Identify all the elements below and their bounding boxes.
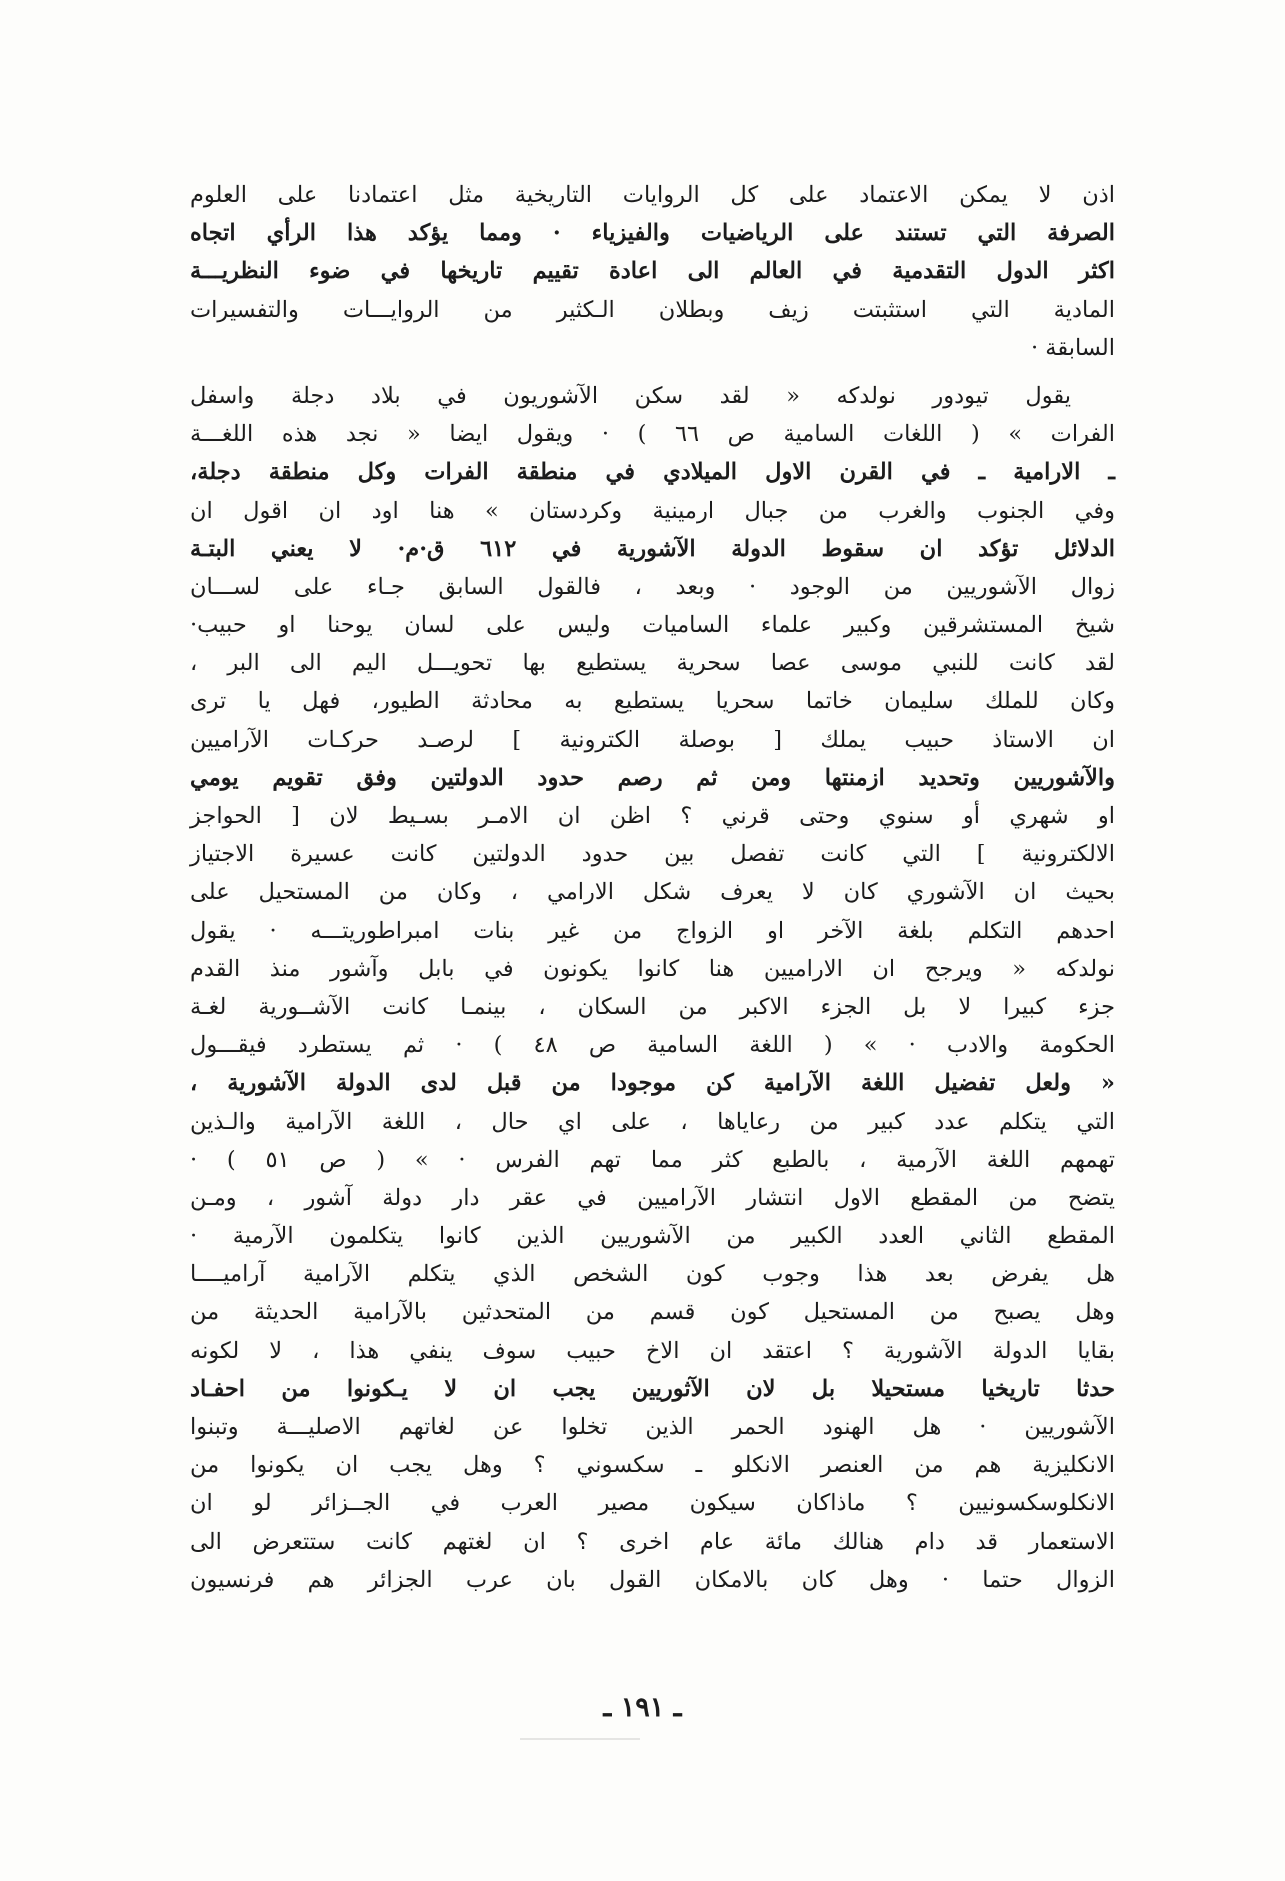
text-line: الالكترونية ] التي كانت تفصل بين حدود الدولتين كانت عسيرة الاجتياز <box>190 841 1115 868</box>
text-line: الانكلوسكسونيين ؟ ماذاكان سيكون مصير العرب في الجــزائر لو ان <box>190 1490 1115 1517</box>
text-line: ـ الارامية ـ في القرن الاول الميلادي في منطقة الفرات وكل منطقة دجلة، <box>190 459 1115 486</box>
text-line: المقطع الثاني العدد الكبير من الآشوريين الذين كانوا يتكلمون الآرمية · <box>190 1223 1115 1250</box>
text-line: « ولعل تفضيل اللغة الآرامية كن موجودا من قبل لدى الدولة الآشورية ، <box>190 1070 1115 1097</box>
text-line: بقايا الدولة الآشورية ؟ اعتقد ان الاخ حبيب سوف ينفي هذا ، لا لكونه <box>190 1337 1115 1364</box>
text-line: الاستعمار قد دام هنالك مائة عام اخرى ؟ ان لغتهم كانت ستتعرض الى <box>190 1528 1115 1555</box>
text-line: تهمهم اللغة الآرمية ، بالطبع كثر مما تهم الفرس · » ( ص ٥١ ) · <box>190 1146 1115 1173</box>
text-line: احدهم التكلم بلغة الآخر او الزواج من غير بنات امبراطوريتـــه · يقول <box>190 917 1115 944</box>
text-line: المادية التي استثبتت زيف وبطلان الـكثير من الروايـــات والتفسيرات <box>190 296 1115 323</box>
text-line: شيخ المستشرقين وكبير علماء الساميات وليس على لسان يوحنا او حبيب· <box>190 612 1115 639</box>
text-line: او شهري أو سنوي وحتى قرني ؟ اظن ان الامـر بسـيط لان [ الحواجز <box>190 803 1115 829</box>
paragraph-start-line: يقول تيودور نولدكه « لقد سكن الآشوريون في بلاد دجلة واسفل <box>190 382 1071 409</box>
text-line: الزوال حتما · وهل كان بالامكان القول بان عرب الجزائر هم فرنسيون <box>190 1566 1115 1593</box>
text-line: الصرفة التي تستند على الرياضيات والفيزياء · ومما يؤكد هذا الرأي اتجاه <box>190 220 1115 247</box>
text-line: حدثا تاريخيا مستحيلا بل لان الآثوريين يجب ان لا يـكونوا من احفـاد <box>190 1375 1115 1402</box>
body-text <box>190 176 1115 1676</box>
text-line: ان الاستاذ حبيب يملك [ بوصلة الكترونية ] لرصـد حركـات الآراميين <box>190 726 1115 753</box>
text-line: جزء كبيرا لا بل الجزء الاكبر من السكان ، بينمـا كانت الآشــورية لغـة <box>190 993 1115 1020</box>
text-line: هل يفرض بعد هذا وجوب كون الشخص الذي يتكلم الآرامية آراميــــا <box>190 1261 1115 1288</box>
text-line: اكثر الدول التقدمية في العالم الى اعادة تقييم تاريخها في ضوء النظريـــة <box>190 258 1115 285</box>
text-line: الآشوريين · هل الهنود الحمر الذين تخلوا عن لغاتهم الاصليـــة وتبنوا <box>190 1414 1115 1440</box>
text-line: يتضح من المقطع الاول انتشار الآراميين في عقر دار دولة آشور ، ومـن <box>190 1184 1115 1211</box>
text-line: الدلائل تؤكد ان سقوط الدولة الآشورية في ٦١٢ ق·م· لا يعني البتـة <box>190 535 1115 562</box>
text-line: والآشوريين وتحديد ازمنتها ومن ثم رصم حدود الدولتين وفق تقويم يومي <box>190 764 1115 791</box>
show-through-mark <box>520 1738 640 1754</box>
text-line: الحكومة والادب · » ( اللغة السامية ص ٤٨ ) · ثم يستطرد فيقـــول <box>190 1032 1115 1059</box>
text-line: وهل يصبح من المستحيل كون قسم من المتحدثين بالآرامية الحديثة من <box>190 1299 1115 1326</box>
text-line: وفي الجنوب والغرب من جبال ارمينية وكردستان » هنا اود ان اقول ان <box>190 497 1115 524</box>
text-line: الفرات » ( اللغات السامية ص ٦٦ ) · ويقول ايضا « نجد هذه اللغـــة <box>190 421 1115 448</box>
text-line: اذن لا يمكن الاعتماد على كل الروايات التاريخية مثل اعتمادنا على العلوم <box>190 182 1115 208</box>
page-number: ـ ١٩١ ـ <box>603 1692 682 1723</box>
text-line: الانكليزية هم من العنصر الانكلو ـ سكسوني ؟ وهل يجب ان يكونوا من <box>190 1452 1115 1479</box>
text-line: زوال الآشوريين من الوجود · وبعد ، فالقول السابق جـاء على لســـان <box>190 573 1115 600</box>
text-line: السابقة · <box>1030 334 1115 361</box>
text-line: التي يتكلم عدد كبير من رعاياها ، على اي حال ، اللغة الآرامية والـذين <box>190 1108 1115 1135</box>
text-line: وكان للملك سليمان خاتما سحريا يستطيع به محادثة الطيور، فهل يا ترى <box>190 688 1115 715</box>
text-line: لقد كانت للنبي موسى عصا سحرية يستطيع بها تحويـــل اليم الى البر ، <box>190 650 1115 677</box>
text-line: نولدكه « ويرجح ان الاراميين هنا كانوا يكونون في بابل وآشور منذ القدم <box>190 955 1115 982</box>
text-line: بحيث ان الآشوري كان لا يعرف شكل الارامي ، وكان من المستحيل على <box>190 879 1115 906</box>
